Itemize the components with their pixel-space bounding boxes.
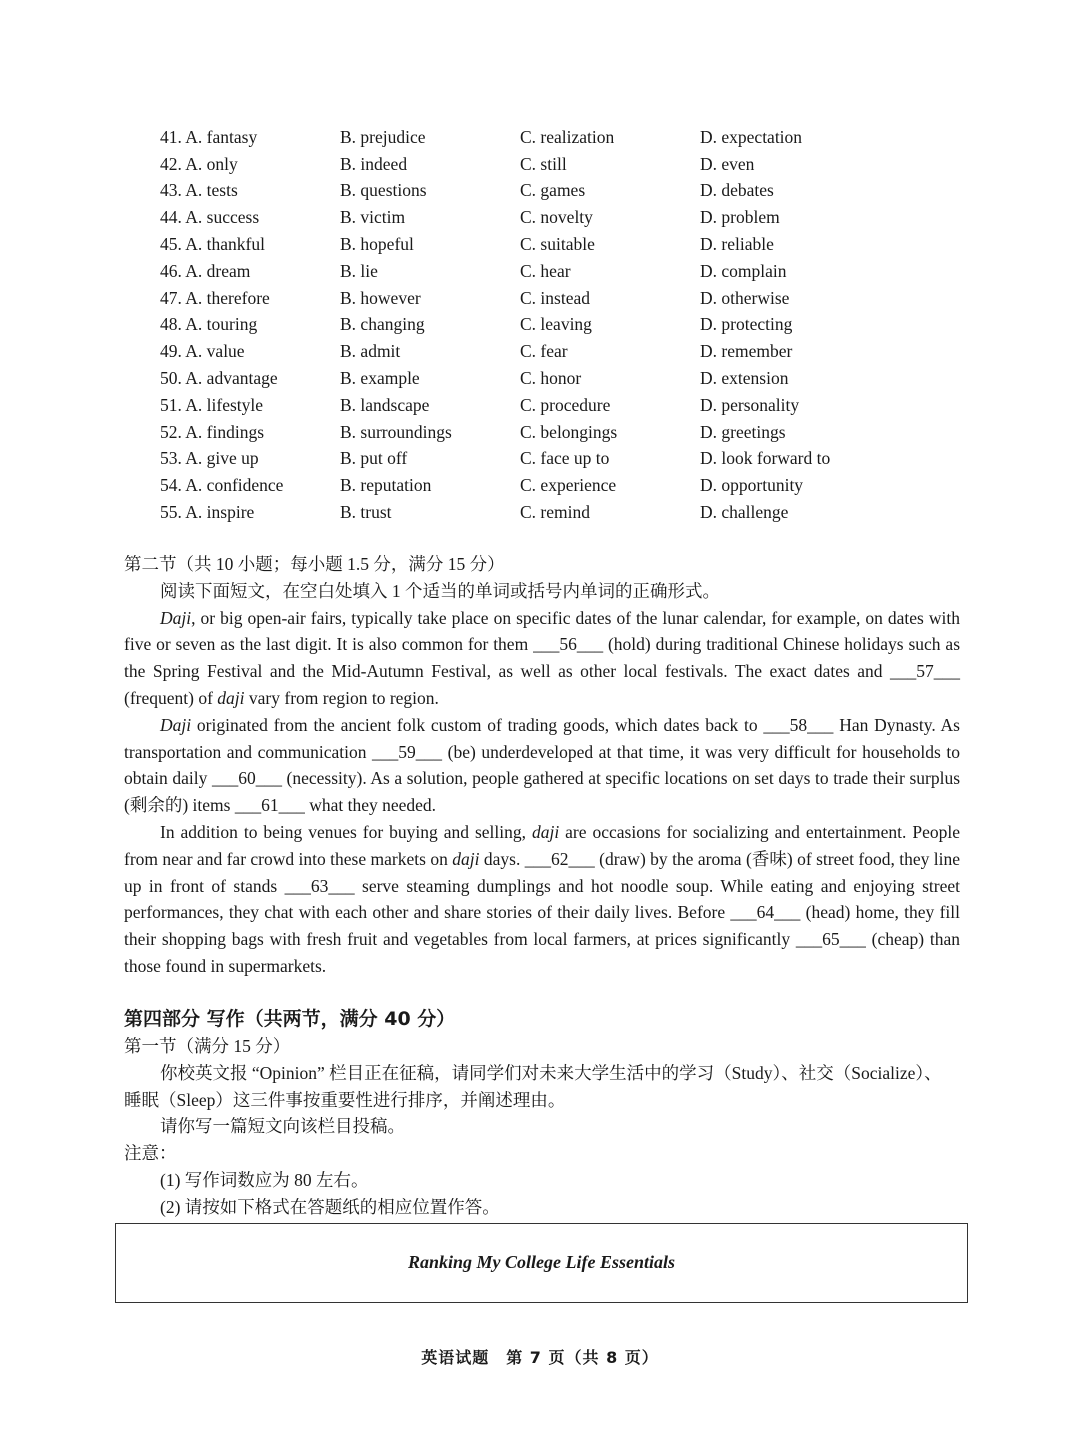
option-b: B. surroundings: [340, 421, 452, 442]
option-d: D. otherwise: [700, 287, 790, 308]
option-b: B. prejudice: [340, 126, 426, 147]
blank-60: ___60___: [211, 768, 282, 789]
option-row: [160, 472, 920, 499]
text: In addition to being venues for buying and selling,: [160, 821, 532, 842]
task-line-3: 请你写一篇短文向该栏目投稿。: [160, 1116, 405, 1137]
option-a: 48. A. touring: [160, 314, 258, 335]
task-line-1: 你校英文报 “Opinion” 栏目正在征稿，请同学们对未来大学生活中的学习（Study）、社交（Socialize）、: [160, 1062, 942, 1083]
option-c: C. experience: [520, 475, 617, 496]
text: Han Dynasty. As transportation and communication: [124, 714, 960, 762]
italic-term: Daji: [160, 607, 192, 628]
page-footer: 英语试题 第 7 页（共 8 页）: [421, 1348, 659, 1367]
option-d: D. challenge: [700, 502, 789, 523]
option-a: 53. A. give up: [160, 448, 259, 469]
section-2-heading: 第二节（共 10 小题；每小题 1.5 分，满分 15 分）: [124, 554, 505, 574]
option-a: 55. A. inspire: [160, 502, 255, 523]
option-a: 42. A. only: [160, 153, 238, 174]
option-b: B. changing: [340, 314, 425, 335]
text: (draw) by the aroma (香味) of street food, they line up in front of stands: [124, 848, 961, 896]
blank-65: ___65___: [795, 929, 866, 950]
blank-58: ___58___: [763, 714, 834, 735]
text: (frequent) of: [124, 687, 218, 708]
option-d: D. problem: [700, 207, 780, 228]
option-b: B. landscape: [340, 394, 430, 415]
option-d: D. even: [700, 153, 755, 174]
text: (cheap) than those found in supermarkets.: [124, 929, 960, 976]
option-c: C. realization: [520, 126, 615, 147]
option-d: D. protecting: [700, 314, 793, 335]
text: are occasions for socializing and entertainment. People from near and far crowd into these markets on: [124, 821, 961, 869]
passage-paragraph-1: [124, 605, 960, 712]
option-a: 41. A. fantasy: [160, 126, 258, 147]
task-line-2: 睡眠（Sleep）这三件事按重要性进行排序，并阐述理由。: [124, 1089, 566, 1110]
option-row: [160, 231, 920, 258]
italic-term: daji: [531, 821, 560, 842]
option-b: B. indeed: [340, 153, 408, 174]
option-row: [160, 446, 920, 473]
blank-64: ___64___: [730, 902, 801, 923]
option-b: B. admit: [340, 341, 401, 362]
option-d: D. greetings: [700, 421, 786, 442]
note-1: (1) 写作词数应为 80 左右。: [160, 1169, 369, 1190]
option-row: [160, 124, 920, 151]
option-row: [160, 338, 920, 365]
text: (hold) during traditional Chinese holidays such as the Spring Festival and the Mid-Autumn Festival, as well as other local festivals. The exact dates and: [124, 634, 961, 682]
part-4-heading: 第四部分 写作（共两节，满分 40 分）: [124, 1008, 456, 1030]
section-2: [124, 551, 960, 980]
option-b: B. lie: [340, 260, 378, 281]
text: , or big open-air fairs, typically take place on specific dates of the lunar calendar, for example, on dates with five or seven as the last digit. It is also common for them: [124, 607, 960, 655]
option-a: 49. A. value: [160, 341, 245, 362]
option-row: [160, 258, 920, 285]
option-c: C. leaving: [520, 314, 592, 335]
blank-63: ___63___: [284, 875, 355, 896]
text: (head) home, they fill their shopping bags with fresh fruit and vegetables from local farmers, at prices significantly: [124, 902, 960, 950]
essay-title: Ranking My College Life Essentials: [407, 1252, 675, 1272]
passage-paragraph-2: [124, 712, 960, 819]
option-b: B. hopeful: [340, 234, 414, 255]
italic-term: Daji: [160, 714, 192, 735]
options-table: [160, 124, 920, 526]
option-c: C. honor: [520, 368, 582, 389]
note-label: 注意：: [124, 1143, 177, 1164]
option-c: C. face up to: [520, 448, 610, 469]
option-c: C. still: [520, 153, 567, 174]
option-b: B. reputation: [340, 475, 432, 496]
option-row: [160, 499, 920, 526]
option-row: [160, 178, 920, 205]
option-row: [160, 312, 920, 339]
option-d: D. opportunity: [700, 475, 804, 496]
blank-62: ___62___: [524, 848, 595, 869]
option-a: 46. A. dream: [160, 260, 251, 281]
option-a: 50. A. advantage: [160, 368, 278, 389]
option-a: 43. A. tests: [160, 180, 238, 201]
option-b: B. example: [340, 368, 420, 389]
option-a: 47. A. therefore: [160, 287, 270, 308]
blank-56: ___56___: [533, 634, 604, 655]
blank-61: ___61___: [234, 795, 305, 816]
option-c: C. remind: [520, 502, 590, 523]
option-c: C. games: [520, 180, 586, 201]
option-a: 52. A. findings: [160, 421, 265, 442]
text: originated from the ancient folk custom of trading goods, which dates back to: [191, 714, 764, 735]
option-d: D. reliable: [700, 234, 774, 255]
italic-term: daji: [217, 687, 245, 708]
option-a: 45. A. thankful: [160, 234, 265, 255]
option-b: B. however: [340, 287, 421, 308]
blank-57: ___57___: [890, 661, 960, 682]
option-a: 51. A. lifestyle: [160, 394, 264, 415]
option-row: [160, 419, 920, 446]
option-b: B. trust: [340, 502, 392, 523]
italic-term: daji: [452, 848, 480, 869]
option-b: B. questions: [340, 180, 427, 201]
option-d: D. complain: [700, 260, 787, 281]
note-2: (2) 请按如下格式在答题纸的相应位置作答。: [160, 1196, 500, 1217]
option-row: [160, 392, 920, 419]
option-d: D. personality: [700, 394, 800, 415]
option-c: C. procedure: [520, 394, 611, 415]
option-a: 54. A. confidence: [160, 475, 284, 496]
option-d: D. expectation: [700, 126, 803, 147]
option-b: B. victim: [340, 207, 406, 228]
text: serve steaming dumplings and hot noodle soup. While eating and enjoying street performances, they chat with each other and share stories of their daily lives. Before: [124, 875, 960, 923]
option-c: C. fear: [520, 341, 568, 362]
part-4-subheading: 第一节（满分 15 分）: [124, 1036, 291, 1056]
option-d: D. debates: [700, 180, 774, 201]
blank-59: ___59___: [372, 741, 443, 762]
section-2-instruction: 阅读下面短文，在空白处填入 1 个适当的单词或括号内单词的正确形式。: [160, 580, 720, 601]
text: (necessity). As a solution, people gathered at specific locations on set days to trade their surplus (剩余的) items: [124, 768, 961, 816]
option-d: D. look forward to: [700, 448, 831, 469]
option-row: [160, 151, 920, 178]
part-4: [124, 1005, 960, 1221]
option-d: D. remember: [700, 341, 793, 362]
option-a: 44. A. success: [160, 207, 260, 228]
option-b: B. put off: [340, 448, 408, 469]
option-c: C. suitable: [520, 234, 595, 255]
text: what they needed.: [304, 795, 437, 816]
answer-format-box: [115, 1223, 968, 1303]
option-c: C. belongings: [520, 421, 618, 442]
text: (be) underdeveloped at that time, it was very difficult for households to obtain daily: [124, 741, 961, 789]
option-c: C. instead: [520, 287, 590, 308]
option-row: [160, 365, 920, 392]
text: days.: [479, 848, 525, 869]
option-row: [160, 204, 920, 231]
passage-paragraph-3: [124, 819, 960, 980]
text: vary from region to region.: [244, 687, 439, 708]
option-d: D. extension: [700, 368, 789, 389]
option-row: [160, 285, 920, 312]
option-c: C. novelty: [520, 207, 593, 228]
option-c: C. hear: [520, 260, 571, 281]
